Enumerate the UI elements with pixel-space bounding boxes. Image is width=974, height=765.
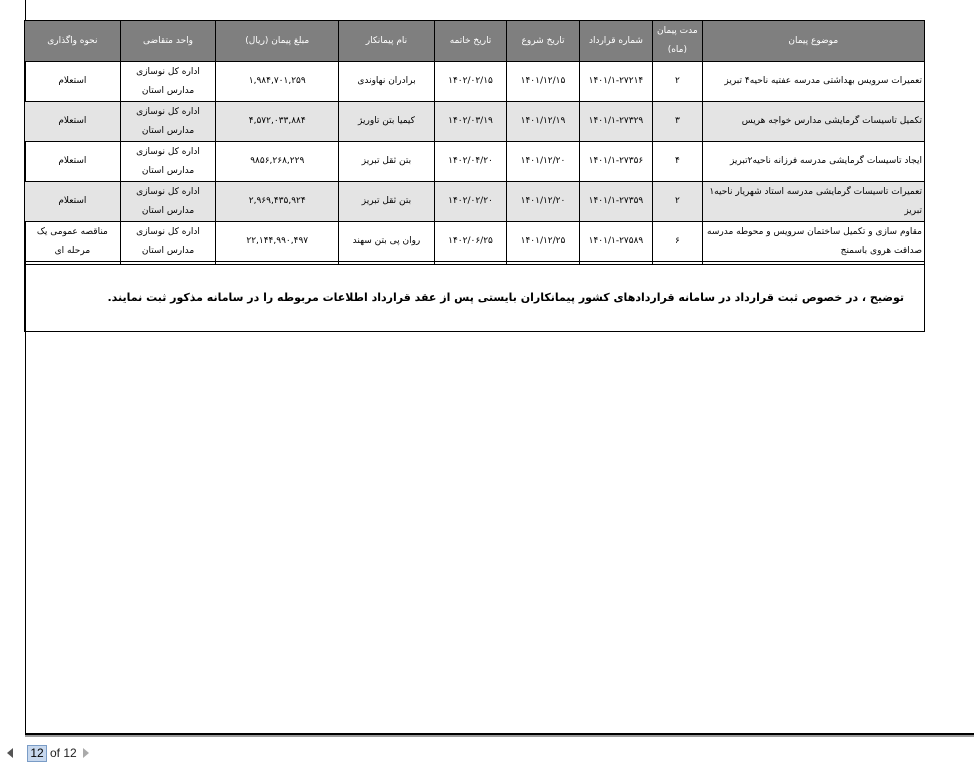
cell-contract-no: ۱۴۰۱/۱-۲۷۳۲۹ bbox=[579, 102, 652, 142]
cell-method: استعلام bbox=[25, 182, 121, 222]
cell-method: استعلام bbox=[25, 102, 121, 142]
cell-duration: ۲ bbox=[653, 62, 702, 102]
table-header bbox=[25, 21, 925, 62]
cell-method: استعلام bbox=[25, 142, 121, 182]
page-count-label: of 12 bbox=[50, 746, 77, 760]
cell-amount: ۲۲,۱۴۴,۹۹۰,۴۹۷ bbox=[216, 222, 339, 262]
cell-contractor: روان پی بتن سهند bbox=[339, 222, 435, 262]
table-body bbox=[25, 62, 925, 264]
header-contract-no: شماره قرارداد bbox=[579, 21, 652, 62]
cell-end-date: ۱۴۰۲/۰۴/۲۰ bbox=[434, 142, 506, 182]
cell-method: استعلام bbox=[25, 62, 121, 102]
cell-contractor: بتن ثقل تبریز bbox=[339, 182, 435, 222]
cell-contractor: بتن ثقل تبریز bbox=[339, 142, 435, 182]
cell-end-date: ۱۴۰۲/۰۳/۱۹ bbox=[434, 102, 506, 142]
cell-contractor: برادران نهاوندی bbox=[339, 62, 435, 102]
previous-page-icon[interactable] bbox=[7, 748, 13, 758]
cell-start-date: ۱۴۰۱/۱۲/۲۰ bbox=[507, 142, 579, 182]
table-row bbox=[25, 142, 925, 182]
contracts-sheet bbox=[24, 20, 927, 332]
note-box bbox=[24, 264, 925, 332]
table-row bbox=[25, 182, 925, 222]
cell-duration: ۶ bbox=[653, 222, 702, 262]
page-navigator bbox=[0, 741, 974, 765]
cell-amount: ۱,۹۸۴,۷۰۱,۲۵۹ bbox=[216, 62, 339, 102]
cell-amount: ۹۸۵۶,۲۶۸,۲۲۹ bbox=[216, 142, 339, 182]
cell-end-date: ۱۴۰۲/۰۶/۲۵ bbox=[434, 222, 506, 262]
cell-start-date: ۱۴۰۱/۱۲/۱۵ bbox=[507, 62, 579, 102]
table-row bbox=[25, 62, 925, 102]
cell-end-date: ۱۴۰۲/۰۲/۱۵ bbox=[434, 62, 506, 102]
cell-subject: مقاوم سازی و تکمیل ساختمان سرویس و محوطه مدرسه صداقت هروی باسمنج bbox=[702, 222, 924, 262]
cell-contract-no: ۱۴۰۱/۱-۲۷۳۵۶ bbox=[579, 142, 652, 182]
cell-subject: تعمیرات تاسیسات گرمایشی مدرسه استاد شهریار ناحیه۱ تبریز bbox=[702, 182, 924, 222]
cell-duration: ۲ bbox=[653, 182, 702, 222]
cell-contract-no: ۱۴۰۱/۱-۲۷۵۸۹ bbox=[579, 222, 652, 262]
note-text: توضیح ، در خصوص ثبت قرارداد در سامانه قراردادهای کشور پیمانکاران بایستی پس از عقد قرارداد اطلاعات مربوطه را در سامانه مذکور ثبت نمایند. bbox=[107, 291, 904, 304]
next-page-icon[interactable] bbox=[83, 748, 89, 758]
cell-contractor: کیمیا بتن تاوریژ bbox=[339, 102, 435, 142]
cell-start-date: ۱۴۰۱/۱۲/۲۰ bbox=[507, 182, 579, 222]
cell-end-date: ۱۴۰۲/۰۲/۲۰ bbox=[434, 182, 506, 222]
cell-amount: ۴,۵۷۲,۰۳۳,۸۸۴ bbox=[216, 102, 339, 142]
cell-client-unit: اداره کل نوسازی مدارس استان bbox=[120, 182, 216, 222]
table-row bbox=[25, 222, 925, 262]
header-client-unit: واحد متقاضی bbox=[120, 21, 216, 62]
cell-subject: تکمیل تاسیسات گرمایشی مدارس خواجه هریس bbox=[702, 102, 924, 142]
cell-contract-no: ۱۴۰۱/۱-۲۷۲۱۴ bbox=[579, 62, 652, 102]
header-subject: موضوع پیمان bbox=[702, 21, 924, 62]
cell-subject: ایجاد تاسیسات گرمایشی مدرسه فرزانه ناحیه۲تبریز bbox=[702, 142, 924, 182]
cell-method: مناقصه عمومی یک مرحله ای bbox=[25, 222, 121, 262]
page-shadow bbox=[25, 735, 974, 737]
header-contractor: نام پیمانکار bbox=[339, 21, 435, 62]
header-end-date: تاریخ خاتمه bbox=[434, 21, 506, 62]
header-method: نحوه واگذاری bbox=[25, 21, 121, 62]
header-amount: مبلغ پیمان (ریال) bbox=[216, 21, 339, 62]
cell-start-date: ۱۴۰۱/۱۲/۱۹ bbox=[507, 102, 579, 142]
table-row bbox=[25, 102, 925, 142]
cell-contract-no: ۱۴۰۱/۱-۲۷۳۵۹ bbox=[579, 182, 652, 222]
cell-duration: ۴ bbox=[653, 142, 702, 182]
header-start-date: تاریخ شروع bbox=[507, 21, 579, 62]
contracts-table bbox=[24, 20, 925, 264]
cell-client-unit: اداره کل نوسازی مدارس استان bbox=[120, 222, 216, 262]
page-number-input[interactable] bbox=[27, 745, 47, 762]
header-duration: مدت پیمان (ماه) bbox=[653, 21, 702, 62]
cell-duration: ۳ bbox=[653, 102, 702, 142]
cell-subject: تعمیرات سرویس بهداشتی مدرسه عفتیه ناحیه۴ تبریز bbox=[702, 62, 924, 102]
cell-client-unit: اداره کل نوسازی مدارس استان bbox=[120, 102, 216, 142]
cell-amount: ۲,۹۶۹,۴۳۵,۹۲۴ bbox=[216, 182, 339, 222]
cell-client-unit: اداره کل نوسازی مدارس استان bbox=[120, 142, 216, 182]
cell-client-unit: اداره کل نوسازی مدارس استان bbox=[120, 62, 216, 102]
cell-start-date: ۱۴۰۱/۱۲/۲۵ bbox=[507, 222, 579, 262]
